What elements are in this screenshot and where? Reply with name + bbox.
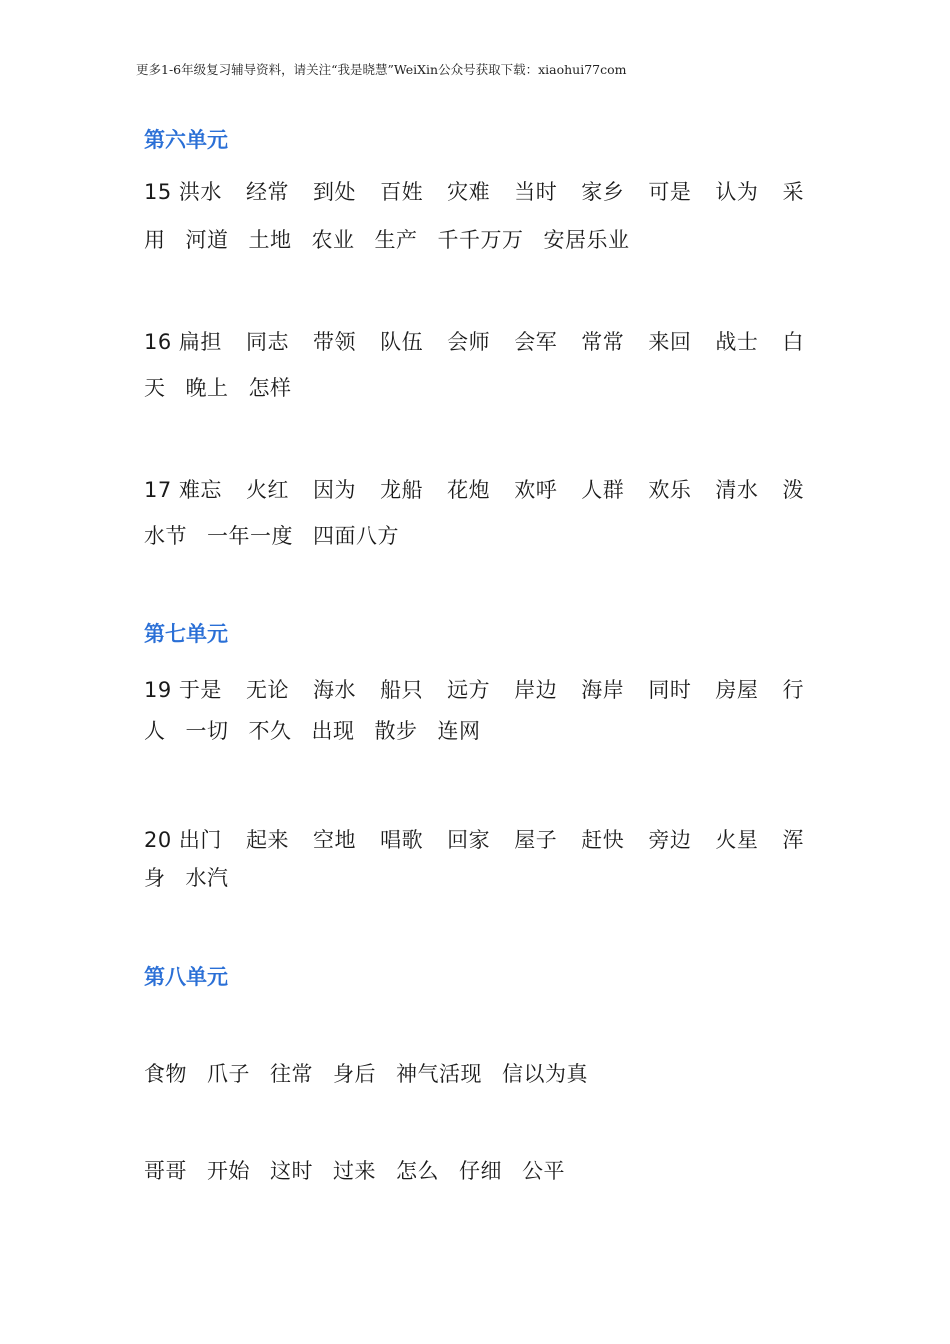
word: 安居乐业 (543, 228, 630, 252)
word: 起来 (245, 828, 289, 852)
lesson-15-line-2 (144, 224, 804, 254)
word: 晚上 (185, 376, 229, 400)
word: 一切 (185, 719, 229, 743)
word: 常常 (581, 330, 625, 354)
word: 因为 (313, 478, 357, 502)
word: 人 (144, 719, 166, 743)
word: 一年一度 (207, 524, 293, 548)
word: 泼 (782, 478, 804, 502)
lesson-15-line-1 (144, 176, 804, 206)
lesson-16-line-2 (144, 372, 804, 402)
word: 天 (144, 376, 166, 400)
word: 不久 (248, 719, 292, 743)
word: 千千万万 (437, 228, 524, 252)
unit-8-line-1 (144, 1058, 804, 1088)
lesson-20-line-2 (144, 862, 804, 892)
word: 会师 (447, 330, 491, 354)
word: 怎么 (396, 1159, 439, 1183)
word: 身 (144, 866, 166, 890)
lesson-20-line-1 (144, 824, 804, 854)
word: 无论 (245, 678, 289, 702)
word: 可是 (648, 180, 692, 204)
lesson-19-line-1 (144, 674, 804, 704)
word: 欢呼 (514, 478, 558, 502)
lesson-16-line-1 (144, 326, 804, 356)
word: 唱歌 (380, 828, 424, 852)
word: 哥哥 (144, 1159, 187, 1183)
word: 农业 (311, 228, 355, 252)
word: 同志 (245, 330, 289, 354)
word: 出现 (311, 719, 355, 743)
word: 赶快 (581, 828, 625, 852)
word: 海岸 (581, 678, 625, 702)
word: 连网 (437, 719, 481, 743)
word: 家乡 (581, 180, 625, 204)
word: 认为 (715, 180, 759, 204)
word: 采 (782, 180, 804, 204)
word: 旁边 (648, 828, 692, 852)
word: 用 (144, 228, 166, 252)
word: 过来 (333, 1159, 376, 1183)
word: 往常 (270, 1062, 313, 1086)
word: 水汽 (185, 866, 229, 890)
word: 船只 (380, 678, 424, 702)
word: 散步 (374, 719, 418, 743)
word: 19 于是 (144, 678, 222, 702)
word: 火红 (245, 478, 289, 502)
word: 会军 (514, 330, 558, 354)
unit-7-heading: 第七单元 (144, 622, 228, 646)
word: 队伍 (380, 330, 424, 354)
word: 仔细 (459, 1159, 502, 1183)
lesson-19-line-2 (144, 715, 804, 745)
word: 这时 (270, 1159, 313, 1183)
unit-6-heading: 第六单元 (144, 128, 228, 152)
word: 战士 (715, 330, 759, 354)
word: 带领 (313, 330, 357, 354)
word: 20 出门 (144, 828, 222, 852)
word: 河道 (185, 228, 229, 252)
word: 四面八方 (313, 524, 399, 548)
word: 屋子 (514, 828, 558, 852)
word: 公平 (522, 1159, 565, 1183)
word: 海水 (313, 678, 357, 702)
word: 16 扁担 (144, 330, 222, 354)
word: 岸边 (514, 678, 558, 702)
word: 同时 (648, 678, 692, 702)
word: 身后 (333, 1062, 376, 1086)
word: 开始 (207, 1159, 250, 1183)
lesson-17-line-1 (144, 474, 804, 504)
word: 清水 (715, 478, 759, 502)
word: 怎样 (248, 376, 292, 400)
word: 空地 (313, 828, 357, 852)
word: 人群 (581, 478, 625, 502)
word: 信以为真 (502, 1062, 588, 1086)
word: 龙船 (380, 478, 424, 502)
word: 花炮 (447, 478, 491, 502)
unit-8-heading: 第八单元 (144, 965, 228, 989)
word: 土地 (248, 228, 292, 252)
word: 生产 (374, 228, 418, 252)
word: 回家 (447, 828, 491, 852)
word: 神气活现 (396, 1062, 482, 1086)
word: 百姓 (380, 180, 424, 204)
word: 房屋 (715, 678, 759, 702)
word: 食物 (144, 1062, 187, 1086)
word: 火星 (715, 828, 759, 852)
lesson-17-line-2 (144, 520, 804, 550)
word: 行 (782, 678, 804, 702)
word: 远方 (447, 678, 491, 702)
unit-8-line-2 (144, 1155, 804, 1185)
word: 灾难 (447, 180, 491, 204)
word: 白 (782, 330, 804, 354)
word: 爪子 (207, 1062, 250, 1086)
word: 15 洪水 (144, 180, 222, 204)
word: 经常 (245, 180, 289, 204)
word: 来回 (648, 330, 692, 354)
word: 水节 (144, 524, 187, 548)
word: 到处 (313, 180, 357, 204)
header-note: 更多1-6年级复习辅导资料，请关注“我是晓慧”WeiXin公众号获取下载：xiaohui77com (136, 62, 627, 77)
word: 浑 (782, 828, 804, 852)
word: 17 难忘 (144, 478, 222, 502)
word: 当时 (514, 180, 558, 204)
word: 欢乐 (648, 478, 692, 502)
